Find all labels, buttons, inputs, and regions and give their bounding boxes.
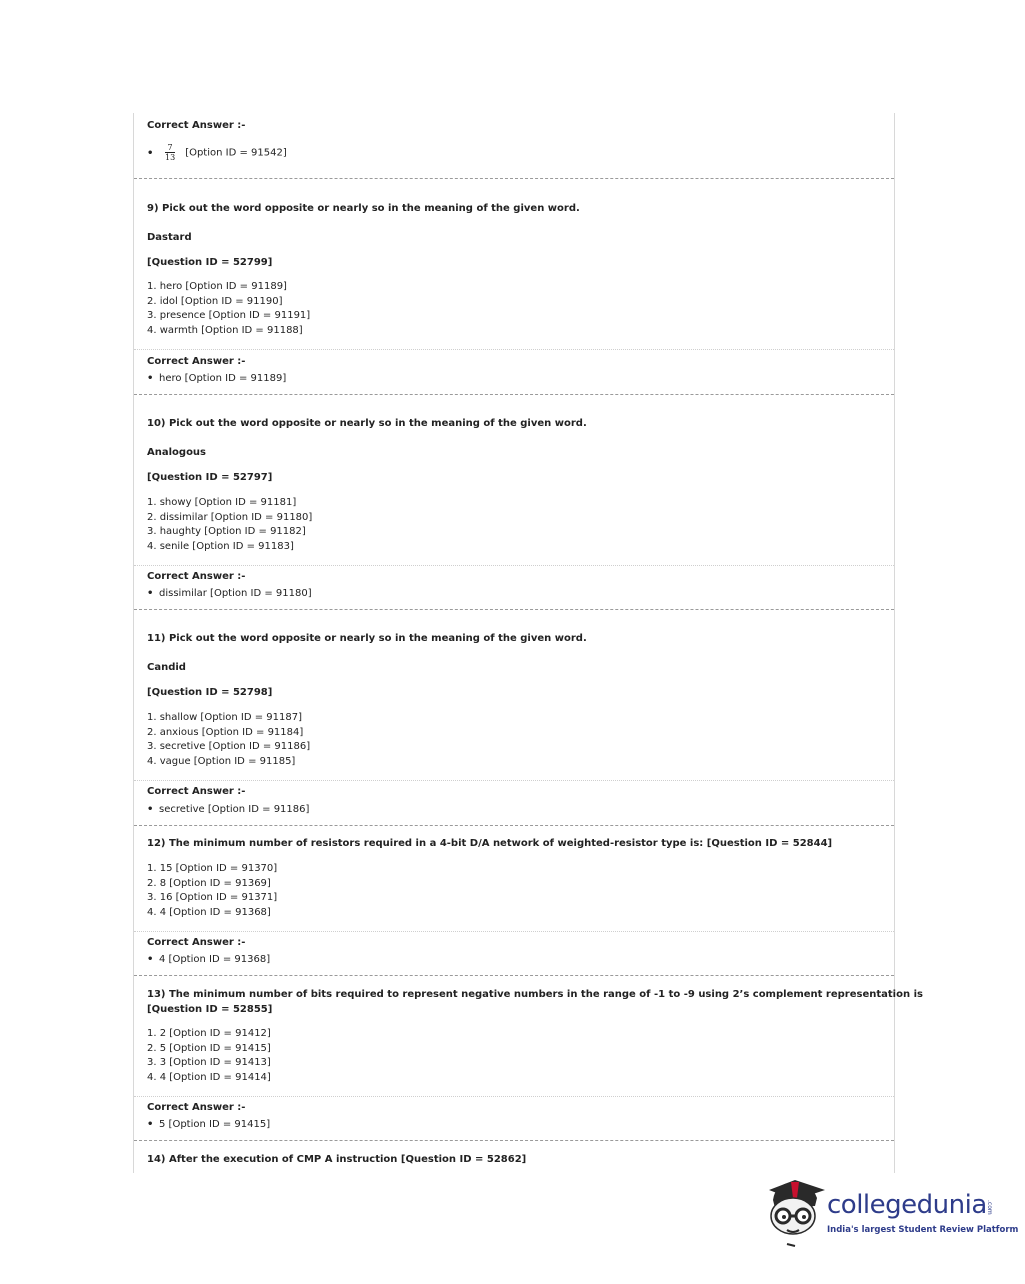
question-id: [Question ID = 52855] xyxy=(147,1004,273,1015)
separator xyxy=(134,1096,894,1097)
option-item: 3. presence [Option ID = 91191] xyxy=(147,310,311,322)
option-list xyxy=(147,862,277,920)
separator xyxy=(134,349,894,350)
option-item: 1. 15 [Option ID = 91370] xyxy=(147,863,278,874)
option-list xyxy=(147,1027,271,1085)
option-item: 4. 4 [Option ID = 91414] xyxy=(147,1071,271,1083)
option-item: 2. idol [Option ID = 91190] xyxy=(147,295,283,307)
answer-item: • 5 [Option ID = 91415] xyxy=(147,1119,271,1130)
option-item: 1. hero [Option ID = 91189] xyxy=(147,281,287,292)
question-prompt: 12) The minimum number of resistors required in a 4-bit D/A network of weighted-resistor type is: [Question ID = 52844] xyxy=(147,838,833,849)
answer-item: • dissimilar [Option ID = 91180] xyxy=(147,588,312,599)
option-item: 3. haughty [Option ID = 91182] xyxy=(147,526,306,538)
collegedunia-logo xyxy=(765,1176,1019,1248)
option-item: 3. secretive [Option ID = 91186] xyxy=(147,741,311,753)
separator xyxy=(134,394,894,395)
answer-item: • secretive [Option ID = 91186] xyxy=(147,804,310,815)
option-item: 4. warmth [Option ID = 91188] xyxy=(147,324,303,336)
question-id: [Question ID = 52797] xyxy=(147,472,273,483)
question-paper xyxy=(133,113,923,1173)
question-id: [Question ID = 52798] xyxy=(147,687,273,698)
question-word: Candid xyxy=(147,662,186,673)
question-word: Analogous xyxy=(147,447,207,458)
option-list xyxy=(147,280,310,338)
option-item: 1. 2 [Option ID = 91412] xyxy=(147,1028,271,1039)
option-item: 2. anxious [Option ID = 91184] xyxy=(147,726,304,738)
answer-heading: Correct Answer :- xyxy=(147,571,246,582)
option-list xyxy=(147,711,310,769)
option-item: 2. 8 [Option ID = 91369] xyxy=(147,877,271,889)
option-item: 3. 3 [Option ID = 91413] xyxy=(147,1057,271,1069)
separator xyxy=(134,975,894,976)
question-prompt: 11) Pick out the word opposite or nearly so in the meaning of the given word. xyxy=(147,633,587,644)
option-item: 2. dissimilar [Option ID = 91180] xyxy=(147,511,313,523)
answer-heading: Correct Answer :- xyxy=(147,786,246,797)
mascot-icon xyxy=(765,1176,827,1248)
answer-heading: Correct Answer :- xyxy=(147,1102,246,1113)
option-item: 4. 4 [Option ID = 91368] xyxy=(147,906,271,918)
question-prompt: 10) Pick out the word opposite or nearly so in the meaning of the given word. xyxy=(147,418,587,429)
logo-com: .com xyxy=(986,1200,993,1215)
fraction: $\frac{7}{13}$ xyxy=(165,143,176,162)
option-item: 1. showy [Option ID = 91181] xyxy=(147,497,297,508)
question-prompt: 9) Pick out the word opposite or nearly so in the meaning of the given word. xyxy=(147,203,580,214)
question-prompt: 13) The minimum number of bits required to represent negative numbers in the range of -1 to -9 using 2’s complement representation is xyxy=(147,989,923,1000)
option-list xyxy=(147,496,312,554)
separator xyxy=(134,178,894,179)
answer-heading: Correct Answer :- xyxy=(147,356,246,367)
answer-item: • $\frac{7}{13}$ [Option ID = 91542] xyxy=(147,143,287,162)
answer-item: • hero [Option ID = 91189] xyxy=(147,373,287,384)
option-item: 4. vague [Option ID = 91185] xyxy=(147,755,296,767)
answer-heading: Correct Answer :- xyxy=(147,937,246,948)
option-item: 4. senile [Option ID = 91183] xyxy=(147,540,294,552)
separator xyxy=(134,609,894,610)
separator xyxy=(134,1140,894,1141)
answer-item: • 4 [Option ID = 91368] xyxy=(147,954,271,965)
logo-tagline: India's largest Student Review Platform xyxy=(827,1225,1019,1235)
separator xyxy=(134,780,894,781)
question-prompt: 14) After the execution of CMP A instruction [Question ID = 52862] xyxy=(147,1154,527,1165)
option-item: 2. 5 [Option ID = 91415] xyxy=(147,1042,271,1054)
answer-heading: Correct Answer :- xyxy=(147,120,246,131)
separator xyxy=(134,825,894,826)
question-id: [Question ID = 52799] xyxy=(147,257,273,268)
option-item: 3. 16 [Option ID = 91371] xyxy=(147,892,278,904)
separator xyxy=(134,565,894,566)
option-item: 1. shallow [Option ID = 91187] xyxy=(147,712,302,723)
logo-wordmark: collegedunia xyxy=(827,1190,987,1220)
question-word: Dastard xyxy=(147,232,192,243)
separator xyxy=(134,931,894,932)
